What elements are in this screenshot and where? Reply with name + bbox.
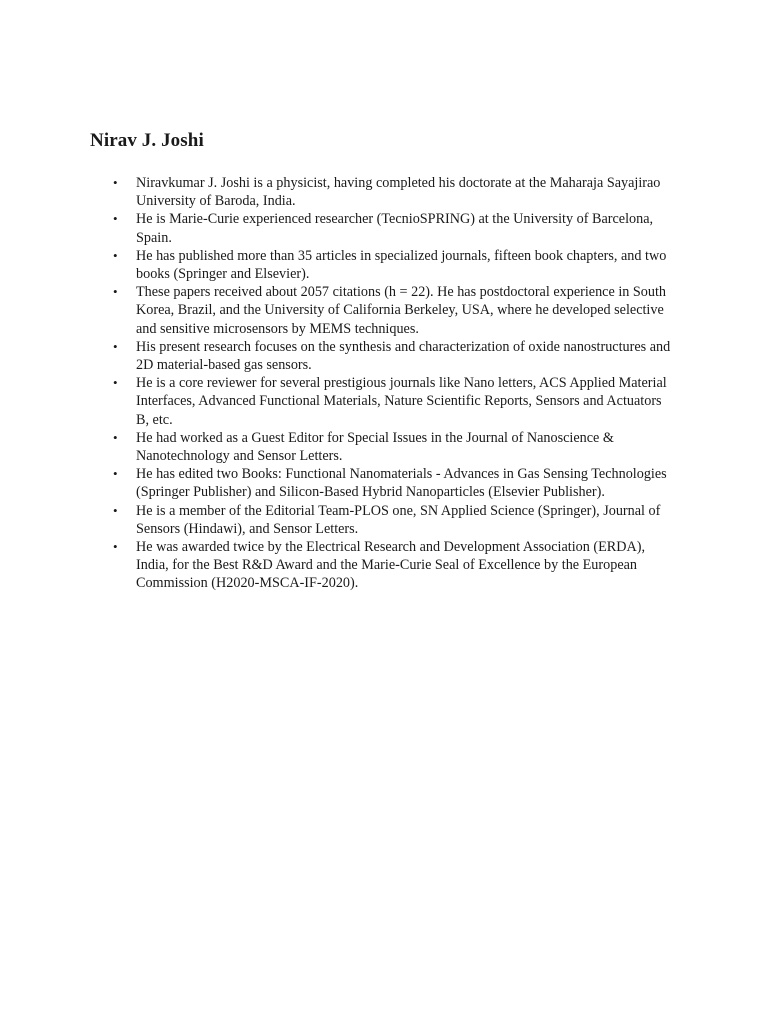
bullet-icon: • (113, 539, 118, 555)
list-item-text: He is a member of the Editorial Team-PLOS one, SN Applied Science (Springer), Journal of Sensors (Hindawi), and Sensor Letters. (136, 502, 661, 537)
list-item (110, 429, 675, 465)
list-item (110, 338, 675, 374)
bullet-icon: • (113, 429, 118, 445)
list-item (110, 174, 675, 210)
bullet-icon: • (113, 247, 118, 263)
list-item-text: His present research focuses on the synthesis and characterization of oxide nanostructures and 2D material-based gas sensors. (136, 338, 671, 374)
bullet-icon: • (113, 338, 118, 354)
bullet-icon: • (113, 211, 118, 227)
list-item (110, 210, 675, 246)
list-item (110, 247, 675, 283)
bullet-icon: • (113, 502, 118, 518)
list-item-text: These papers received about 2057 citations (h = 22). He has postdoctoral experience in South Korea, Brazil, and the University of California Berkeley, USA, where he developed selective and sensitive microsensors by MEMS techniques. (136, 284, 667, 337)
list-item-text: He was awarded twice by the Electrical Research and Development Association (ERDA), India, for the Best R&D Award and the Marie-Curie Seal of Excellence by the European Commission (H2020-MSCA-IF-2020). (136, 539, 645, 592)
list-item-text: He has edited two Books: Functional Nanomaterials - Advances in Gas Sensing Technologies (Springer Publisher) and Silicon-Based Hybrid Nanoparticles (Elsevier Publisher). (136, 466, 667, 501)
list-item (110, 283, 675, 338)
bullet-icon: • (113, 284, 118, 300)
bullet-icon: • (113, 375, 118, 391)
list-item-text: He is a core reviewer for several prestigious journals like Nano letters, ACS Applied Material Interfaces, Advanced Functional Materials, Nature Scientific Reports, Sensors and Actuators B, etc. (136, 375, 667, 428)
list-item-text: He is Marie-Curie experienced researcher (TecnioSPRING) at the University of Barcelona, Spain. (136, 211, 654, 246)
list-item (110, 502, 675, 538)
list-item (110, 465, 675, 501)
list-item (110, 538, 675, 593)
list-item-text: He had worked as a Guest Editor for Special Issues in the Journal of Nanoscience & Nanotechnology and Sensor Letters. (136, 429, 614, 465)
list-item-text: Niravkumar J. Joshi is a physicist, having completed his doctorate at the Maharaja Sayajirao University of Baroda, India. (136, 175, 661, 210)
bullet-icon: • (113, 175, 118, 190)
bio-bullet-list (110, 174, 675, 593)
document-title: Nirav J. Joshi (90, 130, 204, 151)
bullet-icon: • (113, 466, 118, 482)
list-item (110, 374, 675, 429)
list-item-text: He has published more than 35 articles in specialized journals, fifteen book chapters, and two books (Springer and Elsevier). (136, 247, 667, 283)
